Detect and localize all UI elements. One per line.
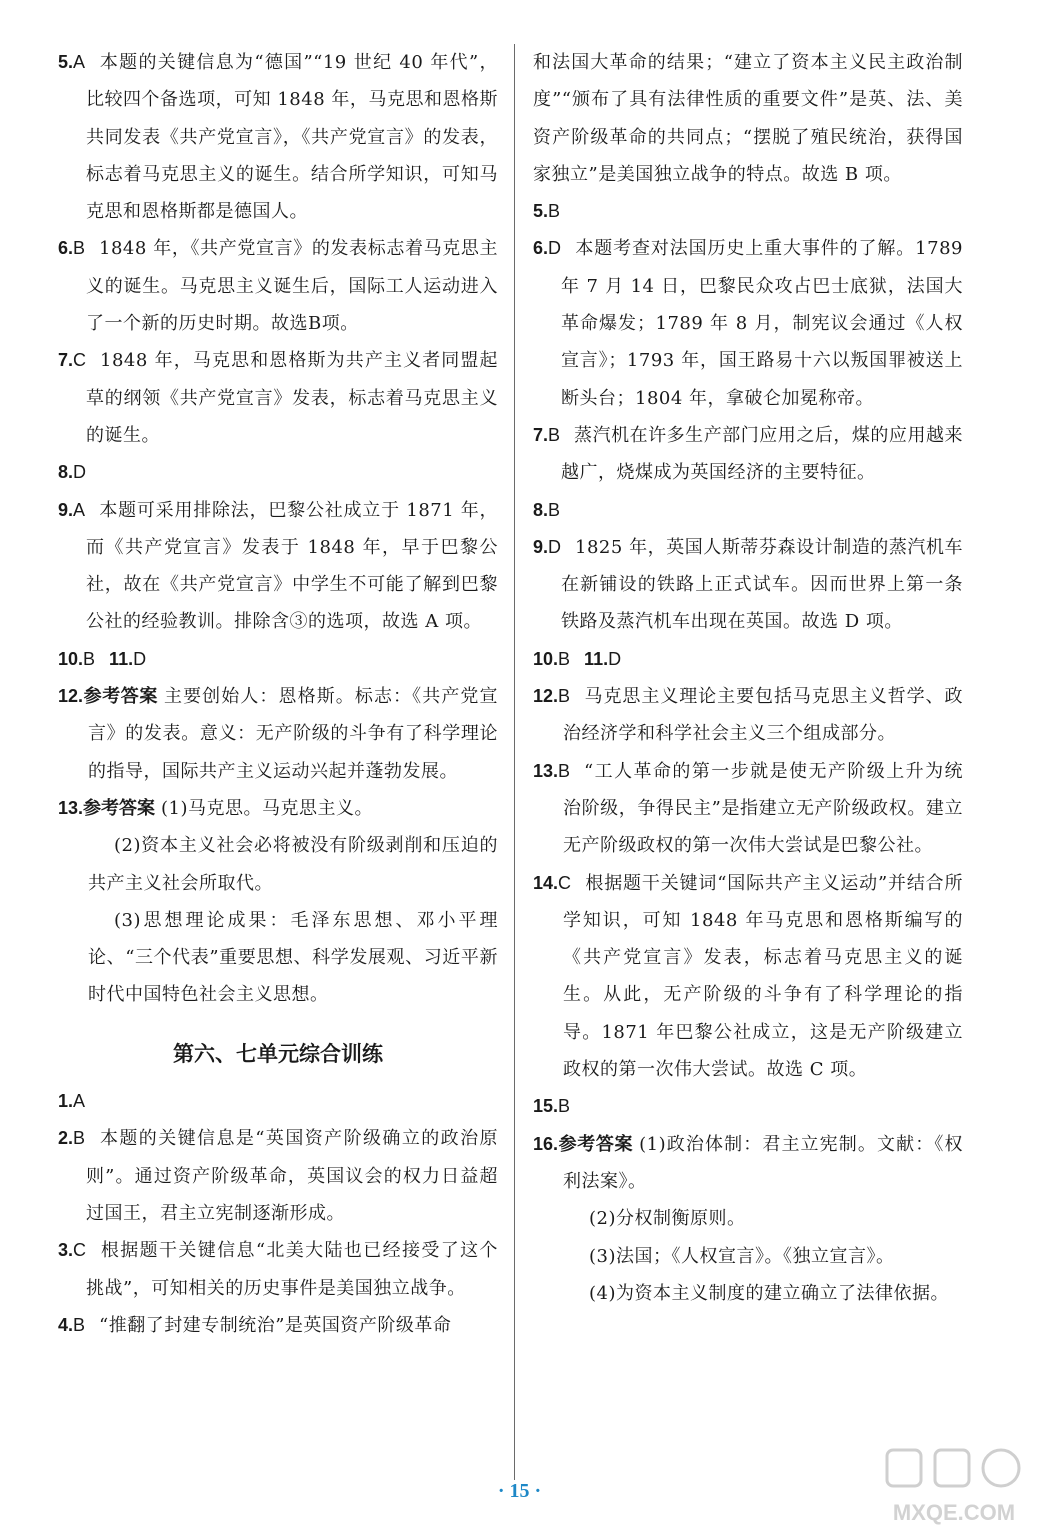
answer-item-s7: 7.B 蒸汽机在许多生产部门应用之后，煤的应用越来越广，烧煤成为英国经济的主要特征。 — [533, 424, 963, 484]
answer-item-s16: 16.参考答案 (1)政治体制：君主立宪制。文献：《权利法案》。 — [533, 1133, 964, 1192]
answer-item-s4-continued: 和法国大革命的结果；“建立了资本主义民主政治制度”“颁布了具有法律性质的重要文件”是英、法、美资产阶级革命的共同点；“摆脱了殖民统治，获得国家独立”是美国独立战争的特点。故选 B 项。 — [533, 52, 963, 185]
answer-item-s13: 13.B “工人革命的第一步就是使无产阶级上升为统治阶级，争得民主”是指建立无产阶级政权。建立无产阶级政权的第一次伟大尝试是巴黎公社。 — [533, 760, 963, 857]
answer-item-6: 6.B 1848 年，《共产党宣言》的发表标志着马克思主义的诞生。马克思主义诞生后，国际工人运动进入了一个新的历史时期。故选B项。 — [58, 238, 498, 335]
answer-item-s5: 5.B — [533, 201, 561, 222]
answer-item-7: 7.C 1848 年，马克思和恩格斯为共产主义者同盟起草的纲领《共产党宣言》发表，标志着马克思主义的诞生。 — [58, 350, 498, 446]
watermark-text: MXQE.COM — [892, 1500, 1016, 1525]
left-column — [58, 44, 498, 1344]
watermark-logo-icon — [879, 1444, 1029, 1530]
answer-item-s16-part-3: (3)法国；《人权宣言》。《独立宣言》。 — [589, 1245, 895, 1267]
answer-item-13-part-3: (3)思想理论成果：毛泽东思想、邓小平理论、“三个代表”重要思想、科学发展观、习近平新时代中国特色社会主义思想。 — [88, 909, 498, 1006]
section-title: 第六、七单元综合训练 — [173, 1041, 383, 1066]
answer-item-s1: 1.A — [58, 1091, 86, 1112]
answer-item-13: 13.参考答案 (1)马克思。马克思主义。 — [58, 797, 374, 819]
answer-item-s15: 15.B — [533, 1096, 571, 1117]
answer-item-s10-s11: 10.B 11.D — [533, 648, 622, 669]
answer-item-10-11: 10.B 11.D — [58, 648, 147, 669]
answer-item-12: 12.参考答案 主要创始人：恩格斯。标志：《共产党宣言》的发表。意义：无产阶级的斗争有了科学理论的指导，国际共产主义运动兴起并蓬勃发展。 — [58, 686, 499, 782]
answer-item-s14: 14.C 根据题干关键词“国际共产主义运动”并结合所学知识，可知 1848 年马克思和恩格斯编写的《共产党宣言》发表，标志着马克思主义的诞生。从此，无产阶级的斗争有了科学理论的指导。1871 年巴黎公社成立，这是无产阶级建立政权的第一次伟大尝试。故选 C 项。 — [533, 872, 963, 1081]
answer-item-s16-part-4: (4)为资本主义制度的建立确立了法律依据。 — [589, 1282, 949, 1304]
answer-item-s12: 12.B 马克思主义理论主要包括马克思主义哲学、政治经济学和科学社会主义三个组成部分。 — [533, 686, 963, 745]
answer-item-5: 5.A 本题的关键信息为“德国”“19 世纪 40 年代”，比较四个备选项，可知 1848 年，马克思和恩格斯共同发表《共产党宣言》，《共产党宣言》的发表，标志着马克思主义的诞生。结合所学知识，可知马克思和恩格斯都是德国人。 — [58, 52, 498, 223]
answer-item-s8: 8.B — [533, 499, 561, 520]
answer-item-s4: 4.B “推翻了封建专制统治”是英国资产阶级革命 — [58, 1314, 452, 1336]
answer-item-13-part-2: (2)资本主义社会必将被没有阶级剥削和压迫的共产主义社会所取代。 — [88, 835, 498, 894]
right-column — [533, 44, 963, 1312]
answer-item-s2: 2.B 本题的关键信息是“英国资产阶级确立的政治原则”。通过资产阶级革命，英国议会的权力日益超过国王，君主立宪制逐渐形成。 — [58, 1128, 498, 1224]
page-number: · 15 · — [497, 1480, 542, 1502]
column-divider — [514, 44, 515, 1480]
answer-item-s16-part-2: (2)分权制衡原则。 — [589, 1208, 746, 1230]
answer-item-s9: 9.D 1825 年，英国人斯蒂芬森设计制造的蒸汽机车在新铺设的铁路上正式试车。因而世界上第一条铁路及蒸汽机车出现在英国。故选 D 项。 — [533, 536, 963, 633]
answer-item-8: 8.D — [58, 462, 87, 483]
answer-item-s6: 6.D 本题考查对法国历史上重大事件的了解。1789 年 7 月 14 日，巴黎民众攻占巴士底狱，法国大革命爆发；1789 年 8 月，制宪议会通过《人权宣言》；1793 年，国王路易十六以叛国罪被送上断头台；1804 年，拿破仑加冕称帝。 — [533, 238, 963, 409]
answer-item-9: 9.A 本题可采用排除法，巴黎公社成立于 1871 年，而《共产党宣言》发表于 1848 年，早于巴黎公社，故在《共产党宣言》中学生不可能了解到巴黎公社的经验教训。排除含③的选项，故选 A 项。 — [58, 499, 498, 633]
answer-item-s3: 3.C 根据题干关键信息“北美大陆也已经接受了这个挑战”，可知相关的历史事件是美国独立战争。 — [58, 1240, 498, 1299]
